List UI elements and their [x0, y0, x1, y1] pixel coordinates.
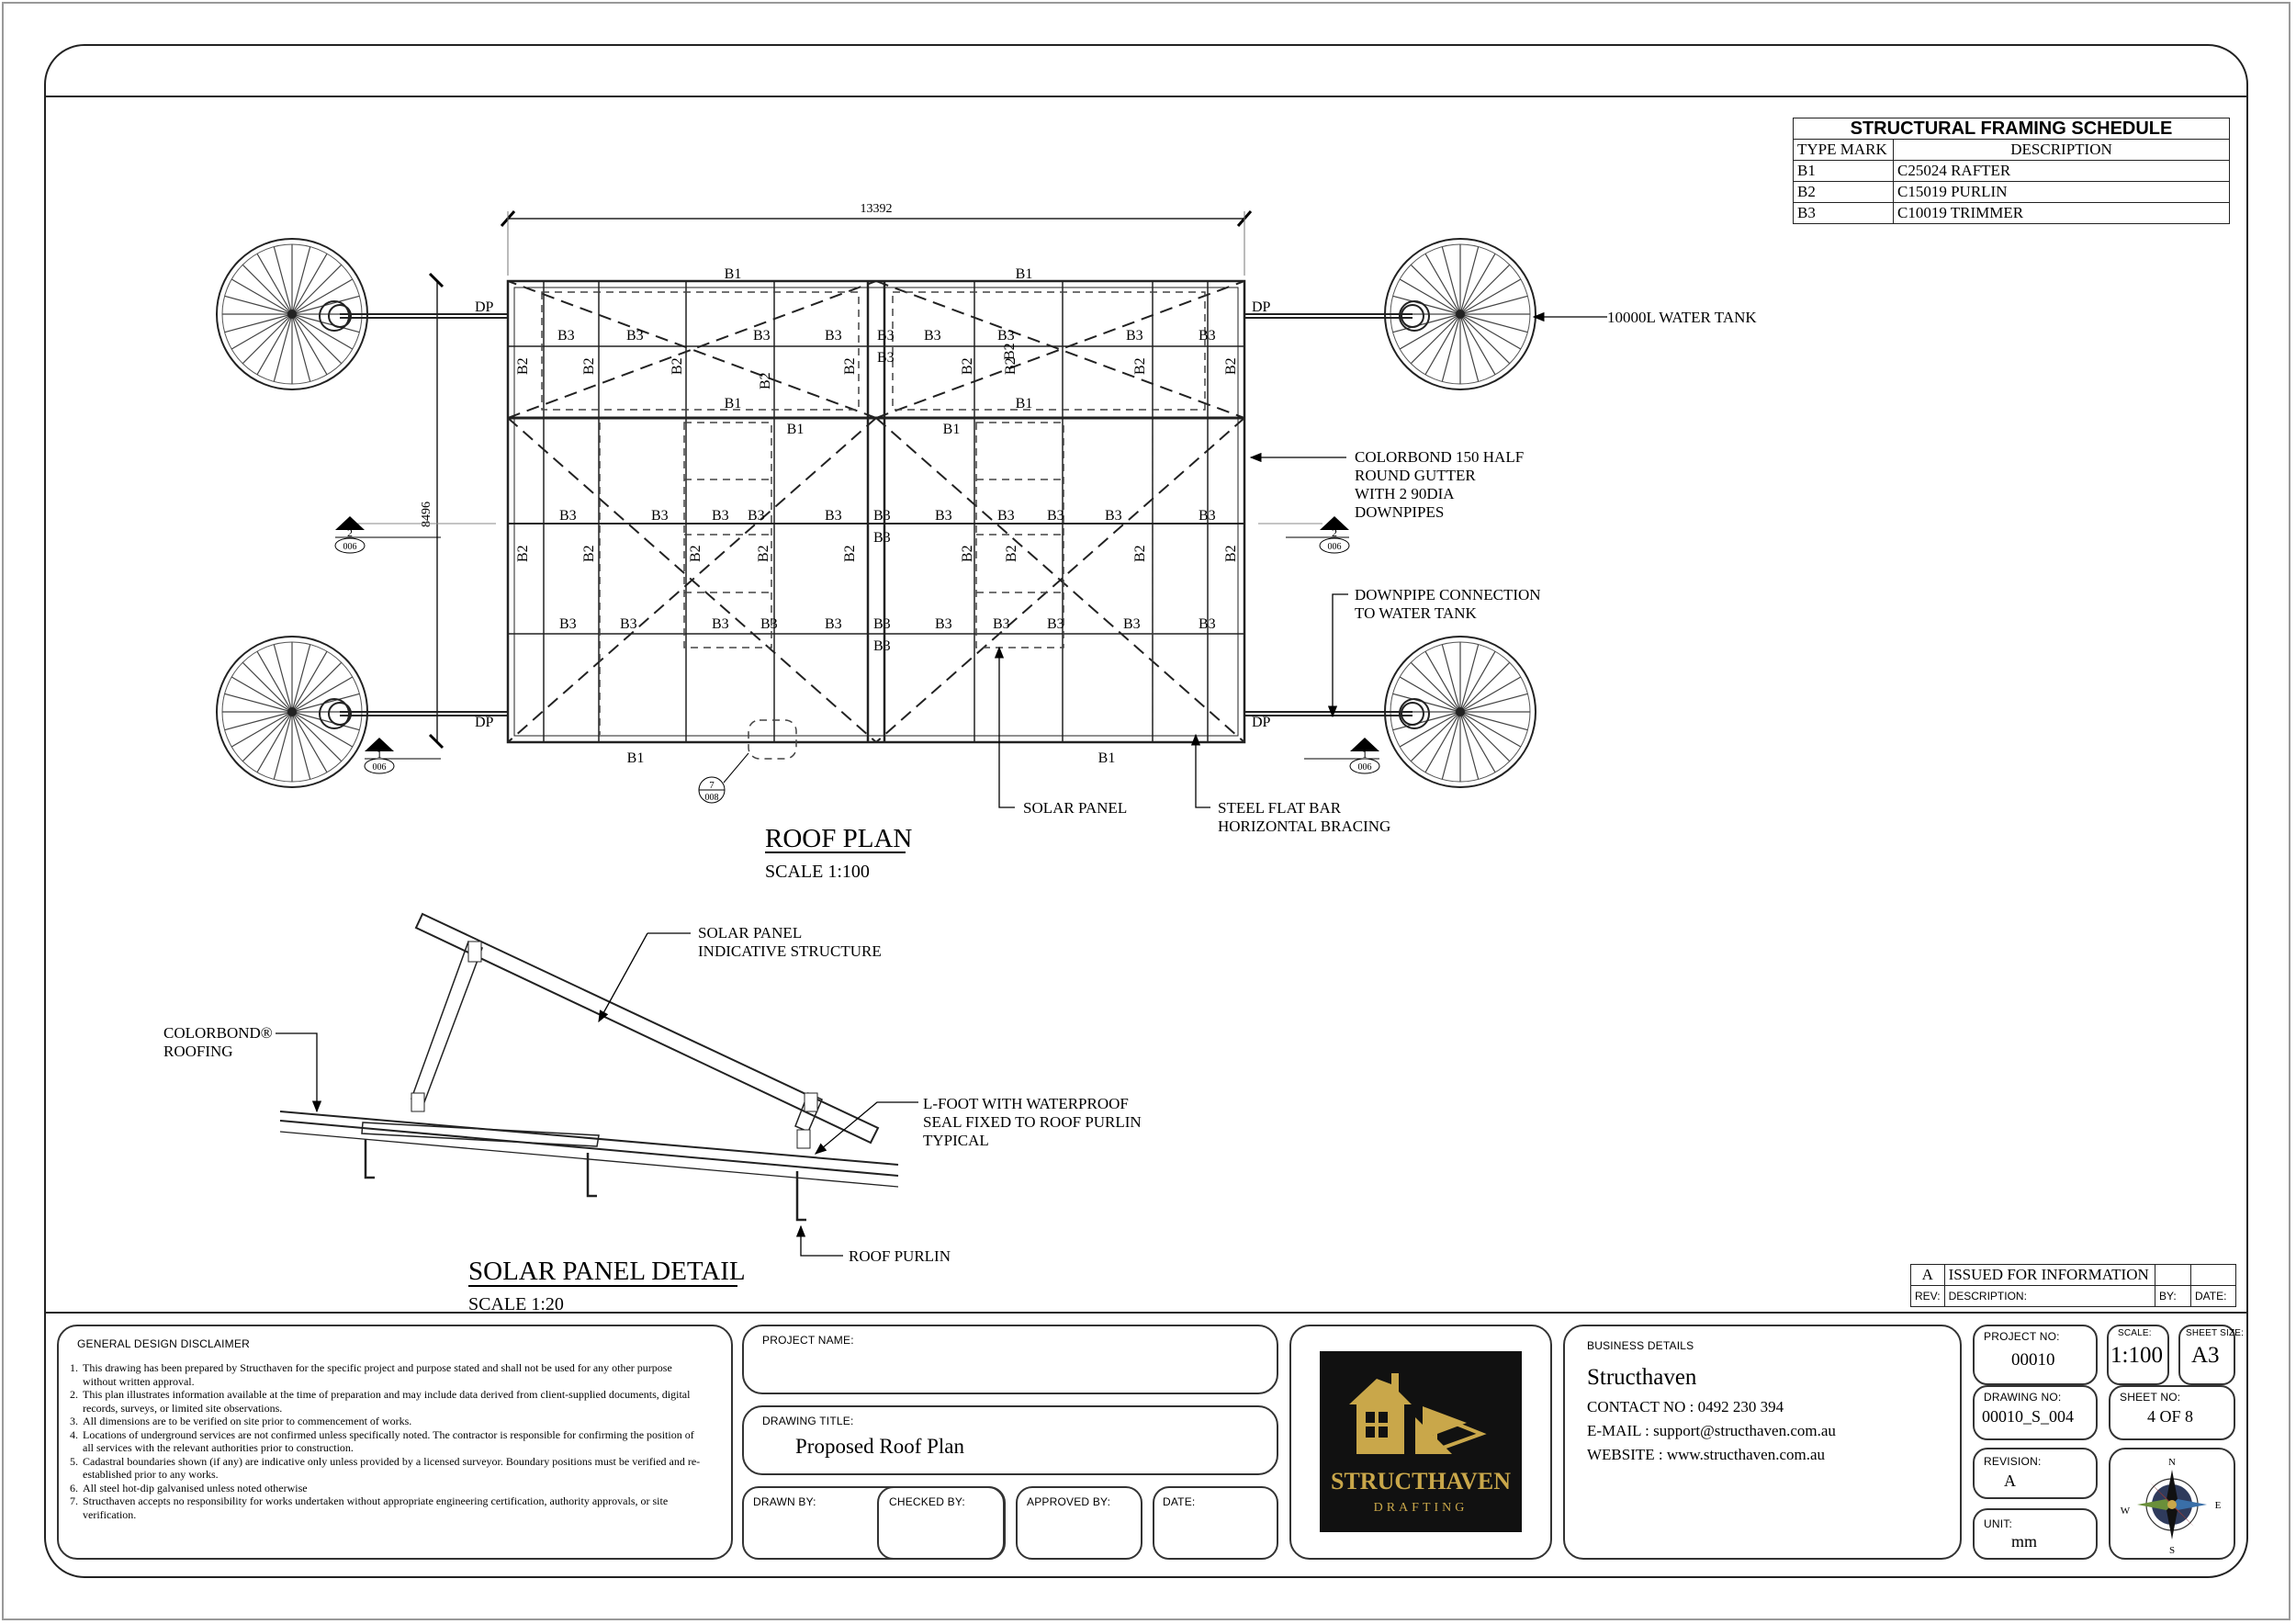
label-b3: B3 [825, 508, 842, 524]
callout-gutter: WITH 2 90DIA [1355, 485, 1455, 502]
drawing-no: 00010_S_004 [1982, 1407, 2075, 1426]
label-b3: B3 [873, 530, 891, 546]
label-b3: B3 [1047, 616, 1064, 632]
label-b3: B3 [1199, 616, 1216, 632]
callout-roof-purlin: ROOF PURLIN [849, 1247, 951, 1265]
label-b3: B3 [997, 328, 1015, 344]
compass-s: S [2168, 1545, 2176, 1556]
callout-gutter: ROUND GUTTER [1355, 467, 1476, 484]
revision-value: A [2004, 1472, 2016, 1490]
label-dp: DP [475, 715, 494, 730]
label-b3: B3 [559, 616, 577, 632]
detail-marker-7 [699, 753, 748, 803]
business-contact: CONTACT NO : 0492 230 394 [1587, 1398, 1784, 1415]
callout-roofing: COLORBOND® [163, 1024, 273, 1042]
solar-detail-scale: SCALE 1:20 [468, 1294, 564, 1314]
label-b1: B1 [626, 750, 645, 766]
section-ref: 006 [1357, 762, 1372, 773]
disclaimer-item: 1. This drawing has been prepared by Structhaven for the specific project and purpose stated and shall not be used for any other purpose without written approval. [70, 1361, 672, 1388]
compass-n: N [2168, 1457, 2176, 1468]
label-b2: B2 [581, 545, 597, 562]
roof-plan-scale: SCALE 1:100 [765, 862, 870, 882]
callout-panel-structure: SOLAR PANEL [698, 924, 803, 942]
label-b1: B1 [786, 422, 805, 437]
revision-label: REVISION: [1984, 1455, 2042, 1468]
label-b3: B3 [760, 616, 778, 632]
section-num: 1 [1362, 748, 1367, 761]
label-b1: B1 [1097, 750, 1116, 766]
disclaimer-list [70, 1361, 703, 1521]
label-b3: B3 [712, 616, 729, 632]
sheet-no-label: SHEET NO: [2120, 1391, 2181, 1404]
callout-roofing: ROOFING [163, 1043, 233, 1060]
label-b1: B1 [942, 422, 961, 437]
label-b3: B3 [1199, 328, 1216, 344]
disclaimer-item: 7. Structhaven accepts no responsibility for works undertaken without appropriate engineering certification, authority approvals, or site verification. [70, 1494, 669, 1521]
business-name: Structhaven [1587, 1365, 1697, 1390]
label-b3: B3 [873, 616, 891, 632]
schedule-desc: C15019 PURLIN [1894, 182, 2230, 203]
label-b2: B2 [842, 357, 858, 375]
label-b2: B2 [1132, 357, 1148, 375]
drawing-no-label: DRAWING NO: [1984, 1391, 2062, 1404]
schedule-title: STRUCTURAL FRAMING SCHEDULE [1794, 118, 2230, 140]
company-logo [1320, 1351, 1522, 1532]
schedule-mark: B3 [1794, 203, 1894, 224]
revision-row [1911, 1265, 2236, 1286]
roof-plan-title: ROOF PLAN [765, 824, 913, 853]
label-b1: B1 [724, 266, 742, 282]
section-num: 2 [347, 526, 353, 539]
label-b3: B3 [1126, 328, 1143, 344]
label-b2: B2 [515, 357, 531, 375]
section-marker-2-right [1286, 516, 1349, 553]
solar-detail-title: SOLAR PANEL DETAIL [468, 1257, 746, 1286]
label-b3: B3 [993, 616, 1010, 632]
label-b3: B3 [935, 616, 952, 632]
section-num: 2 [1332, 526, 1337, 539]
drawn-by-label: DRAWN BY: [753, 1495, 816, 1508]
label-b3: B3 [877, 350, 895, 366]
label-dp: DP [1252, 299, 1271, 315]
label-dp: DP [1252, 715, 1271, 730]
schedule-desc: C25024 RAFTER [1894, 161, 2230, 182]
label-b3: B3 [620, 616, 637, 632]
label-b3: B3 [997, 508, 1015, 524]
label-b1: B1 [1015, 396, 1033, 412]
label-b3: B3 [1123, 616, 1141, 632]
disclaimer-item: 5. Cadastral boundaries shown (if any) are indicative only unless provided by a licensed surveyor. Boundary positions must be verified and re-established prior to any works. [70, 1454, 701, 1481]
label-b2: B2 [1003, 357, 1019, 375]
disclaimer-item: 2. This plan illustrates information available at the time of preparation and may include data derived from client-supplied documents, digital records, surveys, or limited site observations. [70, 1388, 691, 1415]
label-b3: B3 [651, 508, 669, 524]
compass-e: E [2214, 1500, 2222, 1511]
label-b3: B3 [748, 508, 765, 524]
label-b3: B3 [712, 508, 729, 524]
revision-h-desc: DESCRIPTION: [1944, 1286, 2155, 1307]
section-marker-1-right [1304, 738, 1379, 773]
label-b2: B2 [960, 545, 975, 562]
schedule-mark: B1 [1794, 161, 1894, 182]
label-b2: B2 [842, 545, 858, 562]
compass-w: W [2120, 1506, 2131, 1517]
label-b2: B2 [581, 357, 597, 375]
date-label: DATE: [1163, 1495, 1196, 1508]
revision-rev: A [1911, 1265, 1945, 1286]
schedule-col-desc: DESCRIPTION [1894, 140, 2230, 161]
schedule-mark: B2 [1794, 182, 1894, 203]
project-name-label: PROJECT NAME: [762, 1334, 854, 1347]
label-b3: B3 [559, 508, 577, 524]
unit-value: mm [2011, 1532, 2038, 1551]
callout-lfoot: L-FOOT WITH WATERPROOF [923, 1095, 1129, 1112]
label-b3: B3 [626, 328, 644, 344]
label-b3: B3 [1199, 508, 1216, 524]
business-box [1563, 1325, 1962, 1560]
schedule-col-type: TYPE MARK [1794, 140, 1894, 161]
disclaimer-item: 6. All steel hot-dip galvanised unless noted otherwise [70, 1481, 308, 1494]
compass-icon [2109, 1448, 2235, 1560]
dim-width: 13392 [860, 202, 893, 216]
label-b3: B3 [825, 328, 842, 344]
label-b2: B2 [960, 357, 975, 375]
logo-sub: DRAFTING [1373, 1501, 1469, 1515]
revision-h-by: BY: [2155, 1286, 2191, 1307]
section-ref: 006 [1327, 542, 1342, 552]
business-label: BUSINESS DETAILS [1587, 1339, 1694, 1352]
business-website: WEBSITE : www.structhaven.com.au [1587, 1446, 1826, 1463]
label-b2: B2 [1002, 343, 1018, 360]
logo-name: STRUCTHAVEN [1330, 1468, 1512, 1494]
callout-gutter: COLORBOND 150 HALF [1355, 448, 1525, 466]
label-b3: B3 [825, 616, 842, 632]
member-labels [627, 266, 1116, 766]
disclaimer-title: GENERAL DESIGN DISCLAIMER [77, 1337, 250, 1350]
section-ref: 006 [343, 542, 357, 552]
detail-num: 7 [709, 780, 715, 791]
drawing-title: Proposed Roof Plan [795, 1435, 964, 1458]
callout-bracing: STEEL FLAT BAR [1218, 799, 1342, 817]
revision-table [1910, 1264, 2236, 1307]
callout-solar-panel: SOLAR PANEL [1023, 799, 1128, 817]
sheet-no: 4 OF 8 [2147, 1407, 2194, 1426]
label-b3: B3 [924, 328, 941, 344]
label-b3: B3 [935, 508, 952, 524]
callout-water-tank: 10000L WATER TANK [1607, 309, 1757, 326]
unit-label: UNIT: [1984, 1517, 2012, 1530]
callout-downpipe: TO WATER TANK [1355, 604, 1477, 622]
project-no-label: PROJECT NO: [1984, 1330, 2060, 1343]
b3-labels [557, 328, 1216, 654]
callout-bracing: HORIZONTAL BRACING [1218, 818, 1391, 835]
label-b3: B3 [877, 328, 895, 344]
label-b2: B2 [756, 545, 771, 562]
checked-by-label: CHECKED BY: [889, 1495, 965, 1508]
drawing-title-label: DRAWING TITLE: [762, 1415, 854, 1427]
label-b3: B3 [557, 328, 575, 344]
solar-panel-outlines [542, 292, 1205, 759]
callout-panel-structure: INDICATIVE STRUCTURE [698, 942, 882, 960]
disclaimer-item: 4. Locations of underground services are not confirmed unless specifically noted. The contractor is responsible for confirming the position of all services with the relevant authorities prior to construction. [70, 1427, 694, 1454]
logo-house-icon [1320, 1351, 1522, 1532]
label-b2: B2 [1004, 545, 1019, 562]
detail-ref: 008 [704, 793, 719, 803]
label-b3: B3 [753, 328, 771, 344]
schedule-desc: C10019 TRIMMER [1894, 203, 2230, 224]
approved-by-label: APPROVED BY: [1027, 1495, 1111, 1508]
project-no: 00010 [2011, 1350, 2055, 1370]
business-email: E-MAIL : support@structhaven.com.au [1587, 1422, 1836, 1439]
label-b2: B2 [515, 545, 531, 562]
dim-height: 8496 [420, 502, 433, 527]
label-b3: B3 [873, 638, 891, 654]
label-b1: B1 [1015, 266, 1033, 282]
disclaimer-item: 3. All dimensions are to be verified on site prior to commencement of works. [70, 1415, 412, 1427]
label-b2: B2 [670, 357, 685, 375]
revision-desc: ISSUED FOR INFORMATION [1944, 1265, 2155, 1286]
label-dp: DP [475, 299, 494, 315]
section-marker-1-left [365, 738, 441, 773]
scale-value: 1:100 [2110, 1343, 2163, 1368]
label-b3: B3 [873, 508, 891, 524]
revision-h-date: DATE: [2191, 1286, 2236, 1307]
sheet-size-label: SHEET SIZE: [2186, 1328, 2245, 1338]
callout-gutter: DOWNPIPES [1355, 503, 1445, 521]
sheet-size: A3 [2191, 1343, 2220, 1368]
callout-downpipe: DOWNPIPE CONNECTION [1355, 586, 1541, 603]
label-b2: B2 [688, 545, 703, 562]
callout-lfoot: SEAL FIXED TO ROOF PURLIN [923, 1113, 1142, 1131]
label-b2: B2 [1132, 545, 1148, 562]
label-b2: B2 [758, 372, 773, 389]
callout-lfoot: TYPICAL [923, 1132, 989, 1149]
scale-label: SCALE: [2118, 1328, 2152, 1338]
label-b3: B3 [1047, 508, 1064, 524]
section-ref: 006 [372, 762, 387, 773]
revision-h-rev: REV: [1911, 1286, 1945, 1307]
label-b3: B3 [1105, 508, 1122, 524]
label-b2: B2 [1223, 357, 1239, 375]
label-b1: B1 [724, 396, 742, 412]
label-b2: B2 [1223, 545, 1239, 562]
section-num: 1 [377, 748, 382, 761]
